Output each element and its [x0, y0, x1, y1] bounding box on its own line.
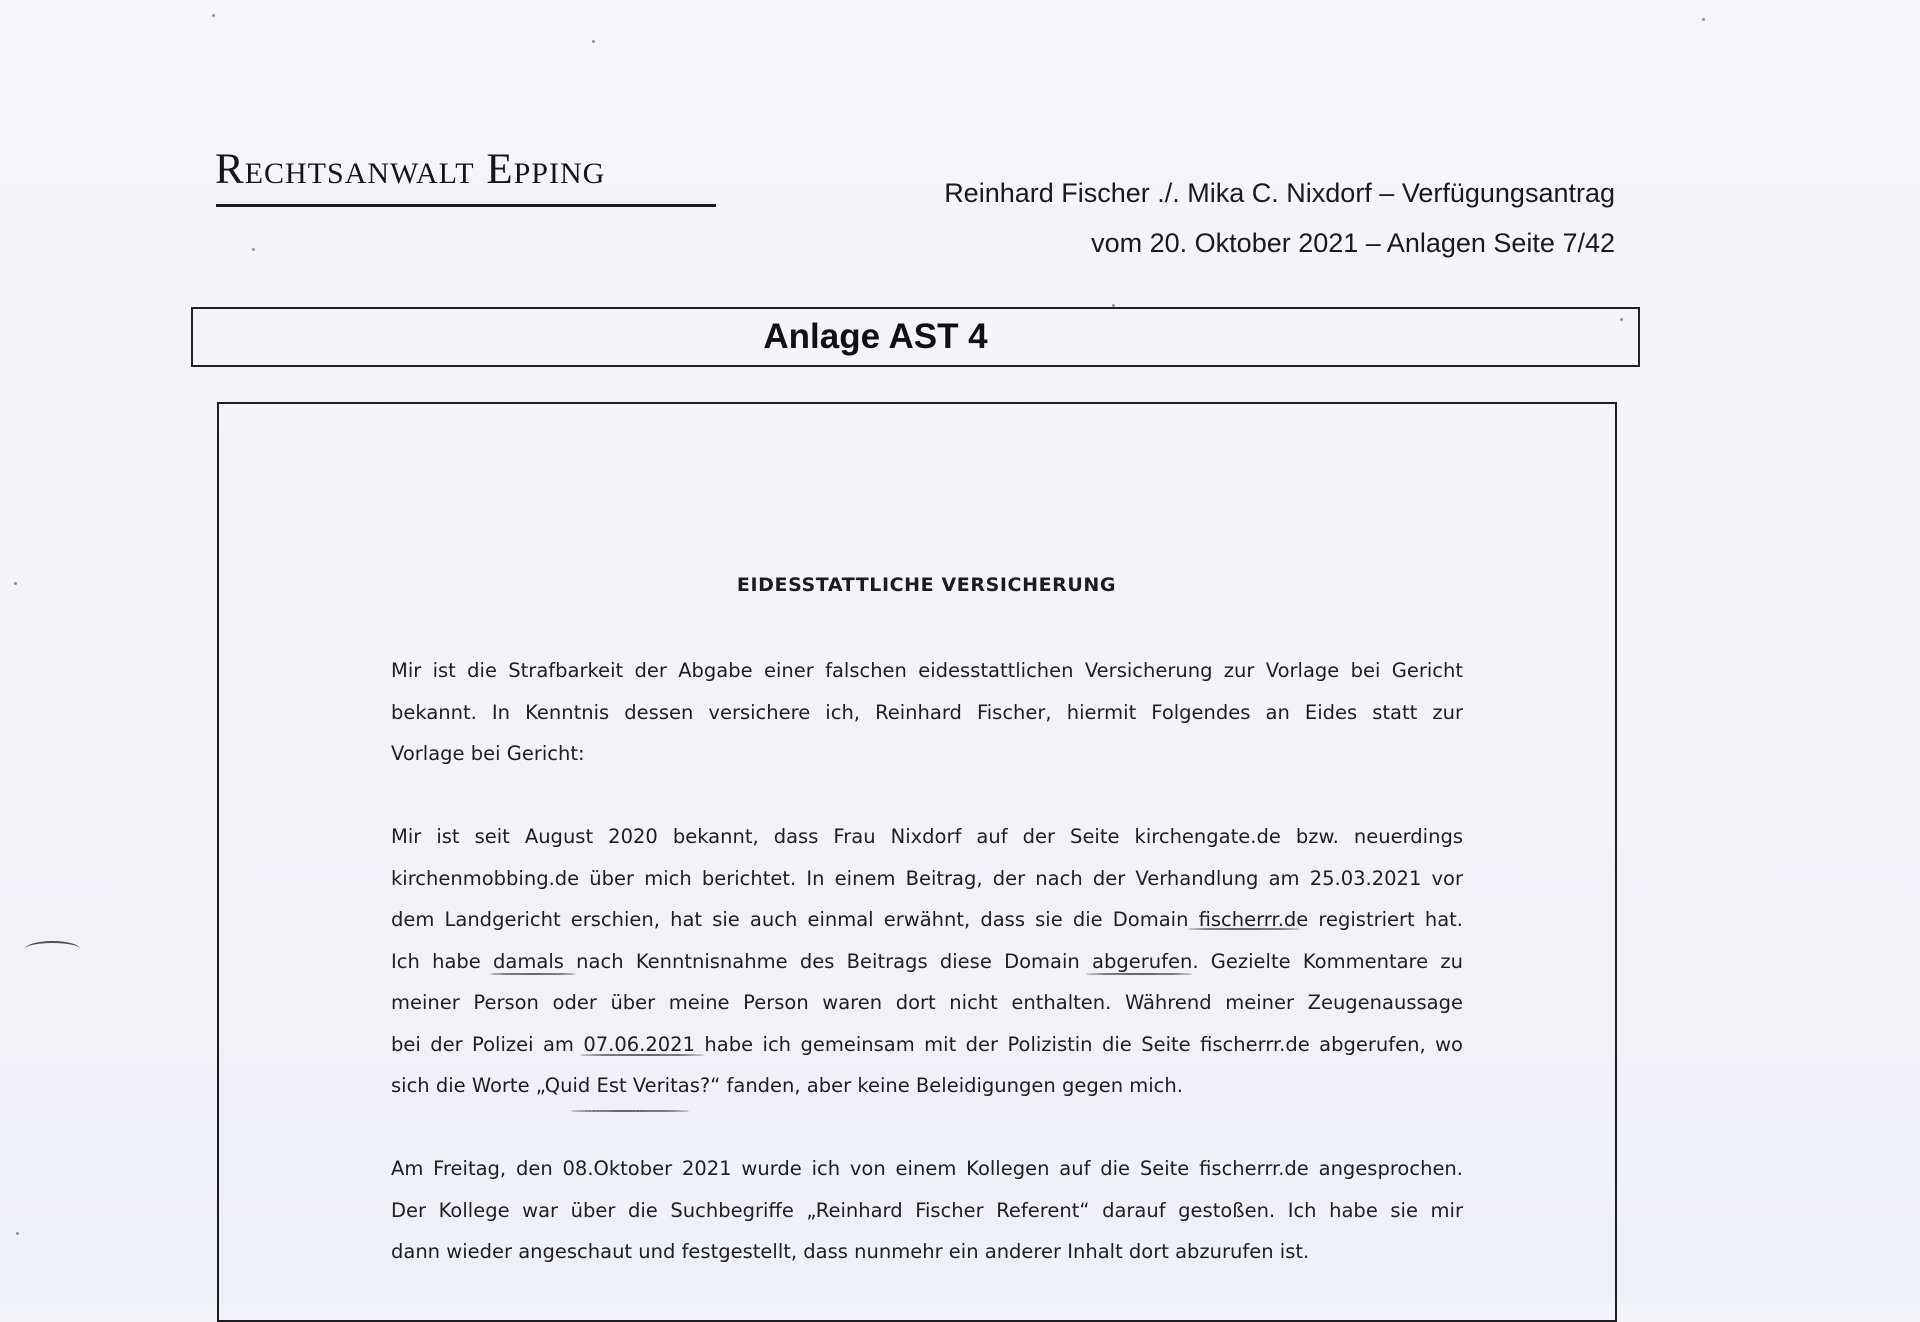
handwritten-underline	[580, 1054, 704, 1056]
case-date-page: vom 20. Oktober 2021 – Anlagen Seite 7/42	[1091, 228, 1615, 258]
anlage-box	[191, 307, 1640, 367]
paragraph-line: Vorlage bei Gericht:	[391, 742, 585, 765]
paragraph-line: bei der Polizei am 07.06.2021 habe ich gemeinsam mit der Polizistin die Seite fischerrr.de abgerufen, wo	[391, 1032, 1463, 1056]
paragraph-3	[391, 1148, 1463, 1273]
paragraph-line: Der Kollege war über die Suchbegriffe „Reinhard Fischer Referent“ darauf gestoßen. Ich habe sie mir	[391, 1198, 1463, 1222]
paragraph-line: kirchenmobbing.de über mich berichtet. In einem Beitrag, der nach der Verhandlung am 25.03.2021 vor	[391, 866, 1463, 890]
paragraph-line: Ich habe damals nach Kenntnisnahme des Beitrags diese Domain abgerufen. Gezielte Kommentare zu	[391, 949, 1463, 973]
paragraph-line: dem Landgericht erschien, hat sie auch einmal erwähnt, dass sie die Domain fischerrr.de registriert hat.	[391, 908, 1463, 931]
scan-speck	[212, 14, 215, 17]
handwritten-underline	[1086, 973, 1192, 975]
scan-speck	[1702, 18, 1705, 21]
paragraph-line: meiner Person oder über meine Person waren dort nicht enthalten. Während meiner Zeugenaussage	[391, 991, 1463, 1014]
handwritten-underline	[1188, 928, 1300, 930]
paragraph-line: dann wieder angeschaut und festgestellt, dass nunmehr ein anderer Inhalt dort abzurufen ist.	[391, 1240, 1310, 1263]
case-title: Reinhard Fischer ./. Mika C. Nixdorf – Verfügungsantrag	[944, 178, 1615, 208]
scan-speck	[252, 248, 255, 251]
firm-name-underline	[216, 204, 716, 207]
paragraph-2	[391, 816, 1463, 1107]
scan-speck	[1112, 304, 1115, 307]
scan-speck	[592, 40, 595, 43]
document-heading: EIDESSTATTLICHE VERSICHERUNG	[736, 574, 1117, 596]
scan-speck	[16, 1232, 19, 1235]
anlage-title: Anlage AST 4	[763, 317, 988, 356]
paragraph-line: sich die Worte „Quid Est Veritas?“ fanden, aber keine Beleidigungen gegen mich.	[391, 1074, 1183, 1097]
paragraph-line: Mir ist die Strafbarkeit der Abgabe einer falschen eidesstattlichen Versicherung zur Vorlage bei Gericht	[391, 659, 1463, 682]
handwritten-underline	[570, 1110, 690, 1112]
scan-speck	[14, 582, 17, 585]
paragraph-1	[391, 650, 1463, 775]
paragraph-line: bekannt. In Kenntnis dessen versichere ich, Reinhard Fischer, hiermit Folgendes an Eides statt zur	[391, 700, 1463, 724]
firm-name: Rechtsanwalt Epping	[215, 146, 606, 193]
paragraph-line: Am Freitag, den 08.Oktober 2021 wurde ich von einem Kollegen auf die Seite fischerrr.de angesprochen.	[391, 1157, 1463, 1180]
scan-speck	[1620, 318, 1623, 321]
fold-mark	[25, 941, 80, 957]
paragraph-line: Mir ist seit August 2020 bekannt, dass Frau Nixdorf auf der Seite kirchengate.de bzw. neuerdings	[391, 825, 1463, 848]
handwritten-underline	[490, 973, 576, 975]
